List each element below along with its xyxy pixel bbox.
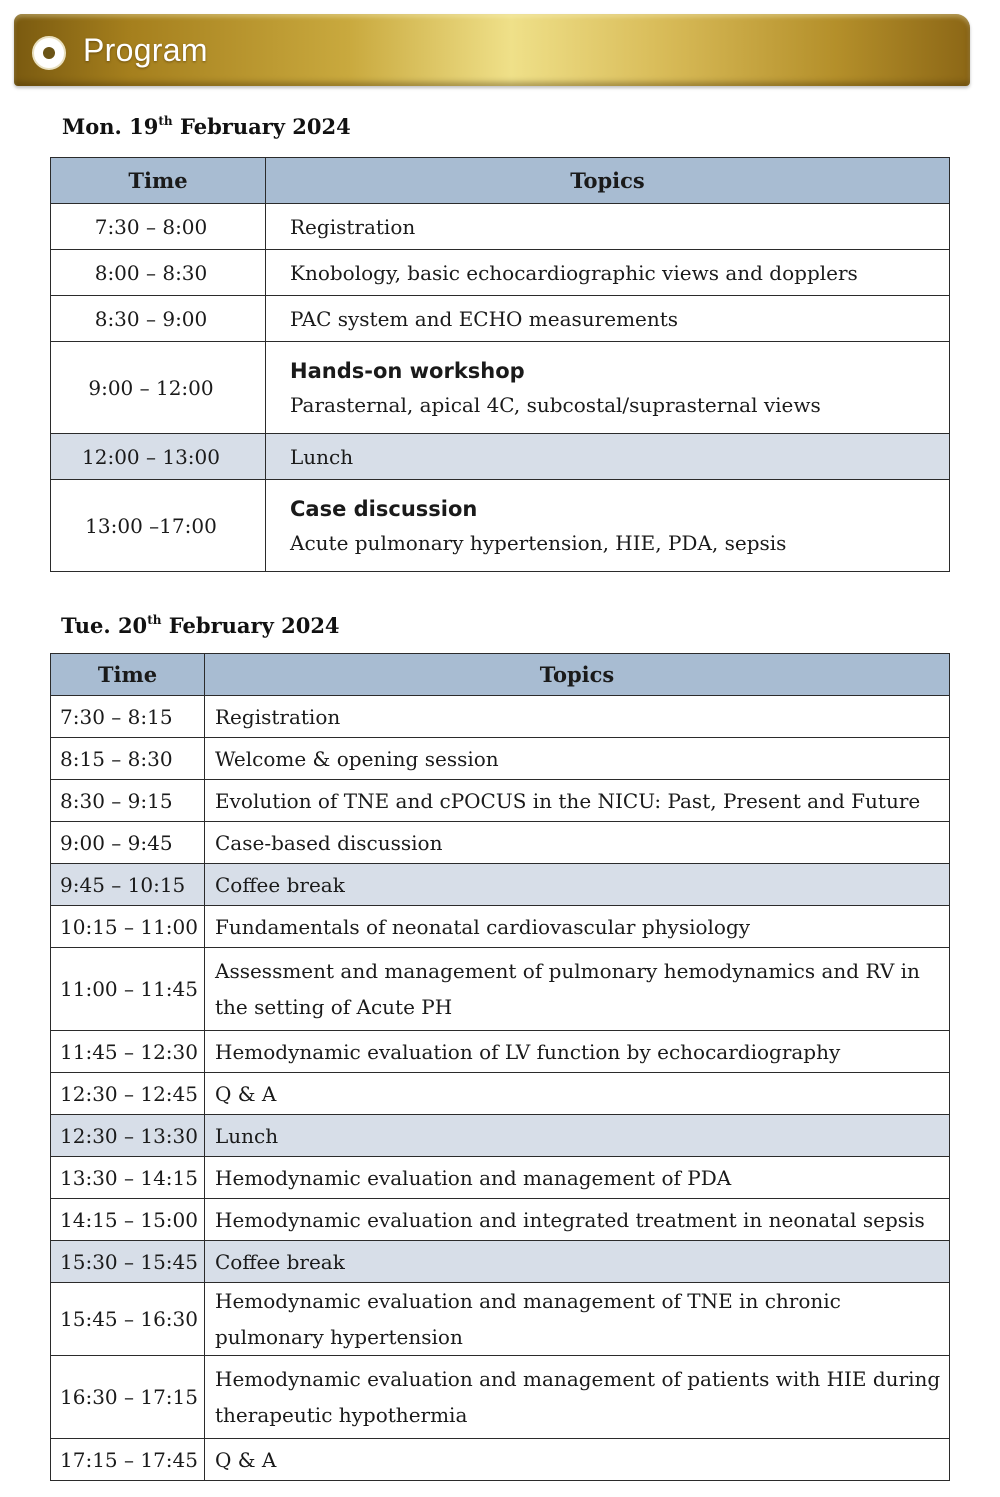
day2-header-row (51, 654, 950, 696)
time-cell: 15:45 – 16:30 (51, 1283, 205, 1356)
day1-title-main: Mon. 19 (62, 114, 159, 139)
schedule-row (51, 780, 950, 822)
day1-title-year: February 2024 (172, 114, 351, 139)
topic-cell: Evolution of TNE and cPOCUS in the NICU: Past, Present and Future (205, 780, 950, 822)
day1-title (62, 114, 351, 139)
topic-cell (266, 480, 950, 572)
day2-title-sup: th (147, 613, 162, 627)
schedule-row (51, 1356, 950, 1439)
time-cell: 8:30 – 9:00 (51, 296, 266, 342)
day2-topics-header: Topics (205, 654, 950, 696)
topic-cell: Hemodynamic evaluation and management of PDA (205, 1157, 950, 1199)
schedule-row (51, 480, 950, 572)
time-cell: 11:45 – 12:30 (51, 1031, 205, 1073)
schedule-row (51, 906, 950, 948)
topic-cell: Lunch (205, 1115, 950, 1157)
topic-cell: PAC system and ECHO measurements (266, 296, 950, 342)
topic-cell (266, 342, 950, 434)
schedule-row (51, 1031, 950, 1073)
schedule-row (51, 296, 950, 342)
schedule-row (51, 1283, 950, 1356)
time-cell: 9:45 – 10:15 (51, 864, 205, 906)
time-cell: 8:30 – 9:15 (51, 780, 205, 822)
time-cell: 12:30 – 13:30 (51, 1115, 205, 1157)
schedule-row (51, 250, 950, 296)
topic-cell: Q & A (205, 1439, 950, 1481)
time-cell: 15:30 – 15:45 (51, 1241, 205, 1283)
time-cell: 9:00 – 9:45 (51, 822, 205, 864)
topic-cell: Welcome & opening session (205, 738, 950, 780)
time-cell: 9:00 – 12:00 (51, 342, 266, 434)
schedule-row (51, 1115, 950, 1157)
time-cell: 8:15 – 8:30 (51, 738, 205, 780)
schedule-row (51, 1157, 950, 1199)
day1-time-header: Time (51, 158, 266, 204)
time-cell: 13:00 –17:00 (51, 480, 266, 572)
time-cell: 13:30 – 14:15 (51, 1157, 205, 1199)
topic-cell: Hemodynamic evaluation and management of patients with HIE during therapeutic hypothermia (205, 1356, 950, 1439)
schedule-row (51, 738, 950, 780)
topic-cell: Q & A (205, 1073, 950, 1115)
time-cell: 11:00 – 11:45 (51, 948, 205, 1031)
time-cell: 7:30 – 8:00 (51, 204, 266, 250)
banner-title: Program (83, 32, 208, 68)
topic-cell: Knobology, basic echocardiographic views and dopplers (266, 250, 950, 296)
day1-schedule-table (50, 157, 950, 572)
schedule-row (51, 948, 950, 1031)
topic-cell: Coffee break (205, 864, 950, 906)
schedule-row (51, 1241, 950, 1283)
day2-title-main: Tue. 20 (61, 613, 148, 638)
day1-title-sup: th (158, 114, 173, 128)
topic-cell: Case-based discussion (205, 822, 950, 864)
day1-header-row (51, 158, 950, 204)
session-title: Case discussion (290, 496, 478, 521)
topic-cell: Hemodynamic evaluation and integrated treatment in neonatal sepsis (205, 1199, 950, 1241)
schedule-row (51, 696, 950, 738)
topic-cell: Lunch (266, 434, 950, 480)
time-cell: 12:00 – 13:00 (51, 434, 266, 480)
session-description: Acute pulmonary hypertension, HIE, PDA, sepsis (290, 530, 787, 555)
schedule-row (51, 1073, 950, 1115)
topic-cell: Coffee break (205, 1241, 950, 1283)
bullet-circle-icon (32, 36, 66, 70)
day1-topics-header: Topics (266, 158, 950, 204)
topic-cell: Registration (205, 696, 950, 738)
topic-cell: Hemodynamic evaluation of LV function by echocardiography (205, 1031, 950, 1073)
day2-title (61, 613, 340, 638)
day2-time-header: Time (51, 654, 205, 696)
schedule-row (51, 1199, 950, 1241)
schedule-row (51, 204, 950, 250)
day2-schedule-table (50, 653, 950, 1481)
schedule-row (51, 434, 950, 480)
time-cell: 16:30 – 17:15 (51, 1356, 205, 1439)
schedule-row (51, 1439, 950, 1481)
time-cell: 12:30 – 12:45 (51, 1073, 205, 1115)
time-cell: 10:15 – 11:00 (51, 906, 205, 948)
time-cell: 7:30 – 8:15 (51, 696, 205, 738)
session-title: Hands-on workshop (290, 358, 525, 383)
session-description: Parasternal, apical 4C, subcostal/suprasternal views (290, 392, 821, 417)
schedule-row (51, 342, 950, 434)
topic-cell: Fundamentals of neonatal cardiovascular physiology (205, 906, 950, 948)
time-cell: 8:00 – 8:30 (51, 250, 266, 296)
time-cell: 17:15 – 17:45 (51, 1439, 205, 1481)
day2-title-year: February 2024 (161, 613, 340, 638)
topic-cell: Registration (266, 204, 950, 250)
schedule-row (51, 822, 950, 864)
topic-cell: Assessment and management of pulmonary hemodynamics and RV in the setting of Acute PH (205, 948, 950, 1031)
topic-cell: Hemodynamic evaluation and management of TNE in chronic pulmonary hypertension (205, 1283, 950, 1356)
schedule-row (51, 864, 950, 906)
time-cell: 14:15 – 15:00 (51, 1199, 205, 1241)
